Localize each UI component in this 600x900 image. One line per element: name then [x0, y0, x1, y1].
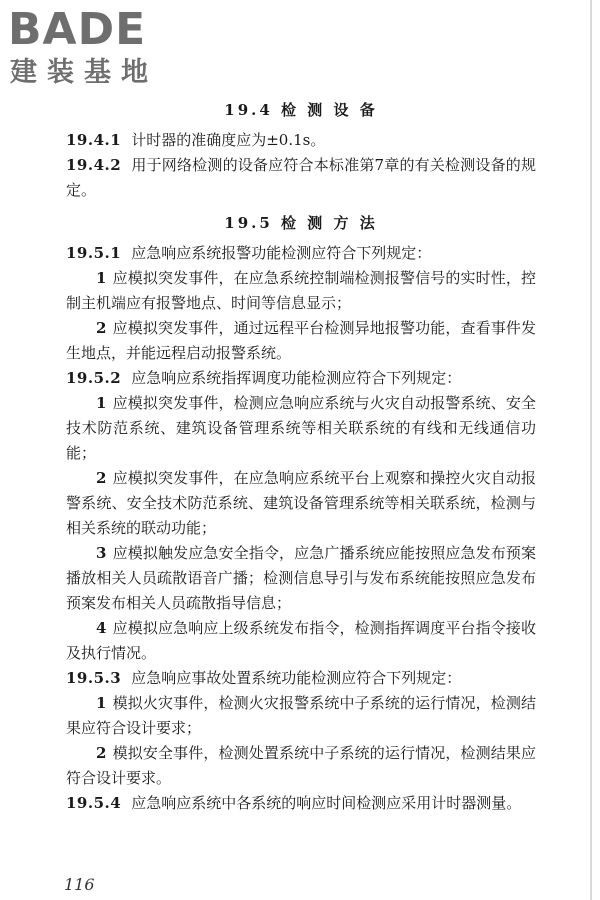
clause-19-5-3 — [66, 666, 536, 691]
item-text: 模拟火灾事件，检测火灾报警系统中子系统的运行情况，检测结果应符合设计要求； — [66, 694, 536, 737]
item-number: 2 — [96, 744, 107, 762]
document-body — [66, 94, 536, 816]
item-number: 4 — [96, 619, 107, 637]
item-text: 应模拟突发事件，通过远程平台检测异地报警功能，查看事件发生地点，并能远程启动报警系统。 — [66, 319, 536, 362]
list-item — [66, 466, 536, 541]
list-item — [66, 391, 536, 466]
list-item — [66, 691, 536, 741]
item-text: 应模拟突发事件，检测应急响应系统与火灾自动报警系统、安全技术防范系统、建筑设备管理系统等相关联系统的有线和无线通信功能； — [66, 394, 536, 462]
clause-text: 应急响应系统报警功能检测应符合下列规定： — [131, 244, 432, 262]
item-text: 模拟安全事件，检测处置系统中子系统的运行情况，检测结果应符合设计要求。 — [66, 744, 536, 787]
clause-text: 应急响应事故处置系统功能检测应符合下列规定： — [131, 669, 462, 687]
clause-text: 应急响应系统中各系统的响应时间检测应采用计时器测量。 — [131, 794, 522, 812]
clause-text: 计时器的准确度应为±0.1s。 — [131, 131, 326, 149]
section-heading-19-5: 19.5 检 测 方 法 — [224, 214, 378, 232]
clause-number: 19.4.1 — [66, 131, 122, 149]
clause-19-4-1 — [66, 128, 536, 153]
list-item — [66, 316, 536, 366]
item-number: 1 — [96, 694, 107, 712]
list-item — [66, 266, 536, 316]
list-item — [66, 741, 536, 791]
item-number: 1 — [96, 269, 107, 287]
logo-word: BADE — [8, 4, 147, 55]
item-text: 应模拟应急响应上级系统发布指令，检测指挥调度平台指令接收及执行情况。 — [66, 619, 536, 662]
logo-chinese: 建装基地 — [10, 57, 158, 88]
clause-number: 19.5.1 — [66, 244, 122, 262]
clause-number: 19.5.3 — [66, 669, 122, 687]
clause-text: 应急响应系统指挥调度功能检测应符合下列规定： — [131, 369, 462, 387]
item-text: 应模拟突发事件，在应急响应系统平台上观察和操控火灾自动报警系统、安全技术防范系统、建筑设备管理系统等相关联系统，检测与相关系统的联动功能； — [66, 469, 536, 537]
clause-number: 19.5.2 — [66, 369, 122, 387]
clause-number: 19.5.4 — [66, 794, 122, 812]
item-number: 2 — [96, 319, 107, 337]
clause-19-5-4 — [66, 791, 536, 816]
clause-19-5-2 — [66, 366, 536, 391]
clause-19-4-2 — [66, 153, 536, 203]
item-number: 3 — [96, 544, 107, 562]
watermark-logo — [8, 4, 183, 100]
list-item — [66, 616, 536, 666]
clause-number: 19.4.2 — [66, 156, 122, 174]
section-heading-19-4: 19.4 检 测 设 备 — [224, 101, 378, 119]
item-text: 应模拟触发应急安全指令，应急广播系统应能按照应急发布预案播放相关人员疏散语音广播；检测信息导引与发布系统能按照应急发布预案发布相关人员疏散指导信息； — [66, 544, 536, 612]
list-item — [66, 541, 536, 616]
item-number: 2 — [96, 469, 107, 487]
page-edge — [590, 0, 592, 900]
item-number: 1 — [96, 394, 107, 412]
item-text: 应模拟突发事件，在应急系统控制端检测报警信号的实时性，控制主机端应有报警地点、时间等信息显示； — [66, 269, 536, 312]
clause-19-5-1 — [66, 241, 536, 266]
page-number: 116 — [64, 875, 95, 894]
clause-text: 用于网络检测的设备应符合本标准第7章的有关检测设备的规定。 — [66, 156, 536, 199]
